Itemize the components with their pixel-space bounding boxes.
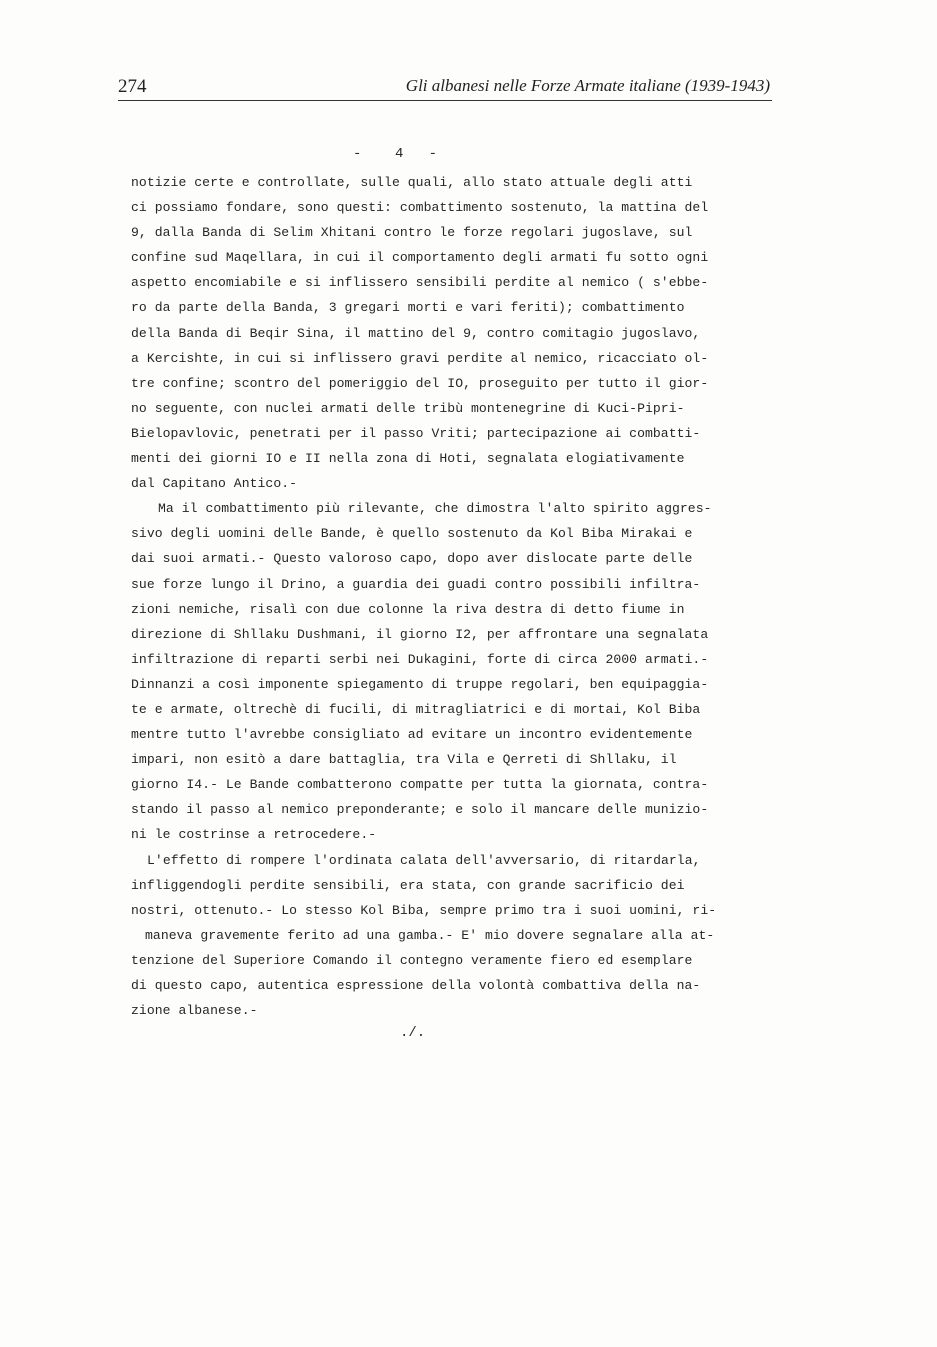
text-line: zioni nemiche, risalì con due colonne la riva destra di detto fiume in [131,601,685,617]
document-body [131,170,781,1023]
text-line: sivo degli uomini delle Bande, è quello sostenuto da Kol Biba Mirakai e [131,526,693,542]
page-number: 274 [118,76,147,97]
text-line: te e armate, oltrechè di fucili, di mitragliatrici e di mortai, Kol Biba [131,701,701,717]
text-line: mentre tutto l'avrebbe consigliato ad evitare un incontro evidentemente [131,727,693,743]
text-line: tenzione del Superiore Comando il contegno veramente fiero ed esemplare [131,952,693,968]
text-line: zione albanese.- [131,1003,258,1019]
text-line: notizie certe e controllate, sulle quali, allo stato attuale degli atti [131,175,693,190]
text-line: ni le costrinse a retrocedere.- [131,827,377,843]
paragraph-start-line: Ma il combattimento più rilevante, che dimostra l'alto spirito aggres- [158,501,712,517]
text-line: di questo capo, autentica espressione della volontà combattiva della na- [131,978,701,993]
text-line: infiltrazione di reparti serbi nei Dukagini, forte di circa 2000 armati.- [131,651,709,667]
text-line: impari, non esitò a dare battaglia, tra Vila e Qerreti di Shllaku, il [131,752,677,768]
text-line: ci possiamo fondare, sono questi: combattimento sostenuto, la mattina del [131,200,709,216]
text-line: dai suoi armati.- Questo valoroso capo, dopo aver dislocate parte delle [131,551,693,567]
text-line: infliggendogli perdite sensibili, era stata, con grande sacrificio dei [131,877,685,893]
text-line: Dinnanzi a così imponente spiegamento di truppe regolari, ben equipaggia- [131,676,709,692]
text-line: aspetto encomiabile e si inflissero sensibili perdite al nemico ( s'ebbe- [131,275,709,291]
text-line: nostri, ottenuto.- Lo stesso Kol Biba, sempre primo tra i suoi uomini, ri- [131,902,717,918]
text-line: sue forze lungo il Drino, a guardia dei guadi contro possibili infiltra- [131,576,701,592]
text-line: tre confine; scontro del pomeriggio del IO, proseguito per tutto il gior- [131,375,709,391]
text-line: stando il passo al nemico preponderante; e solo il mancare delle munizio- [131,802,709,818]
paragraph-start-line: L'effetto di rompere l'ordinata calata dell'avversario, di ritardarla, [147,852,701,868]
sheet-number: - 4 - [352,146,437,162]
text-line: ro da parte della Banda, 3 gregari morti e vari feriti); combattimento [131,300,685,316]
text-line: maneva gravemente ferito ad una gamba.- E' mio dovere segnalare alla at- [145,927,715,943]
text-line: confine sud Maqellara, in cui il comportamento degli armati fu sotto ogni [131,250,709,266]
text-line: 9, dalla Banda di Selim Xhitani contro le forze regolari jugoslave, sul [131,225,693,241]
text-line: dal Capitano Antico.- [131,476,298,492]
text-line: giorno I4.- Le Bande combatterono compatte per tutta la giornata, contra- [131,777,709,793]
running-header [118,74,772,101]
book-title: Gli albanesi nelle Forze Armate italiane (1939-1943) [405,76,770,95]
continuation-mark: ./. [400,1025,426,1041]
text-line: menti dei giorni IO e II nella zona di Hoti, segnalata elogiativamente [131,451,685,467]
text-line: Bielopavlovic, penetrati per il passo Vriti; partecipazione ai combatti- [131,425,701,441]
text-line: no seguente, con nuclei armati delle tribù montenegrine di Kuci-Pipri- [131,400,685,416]
text-line: direzione di Shllaku Dushmani, il giorno I2, per affrontare una segnalata [131,626,709,642]
text-line: a Kercishte, in cui si inflissero gravi perdite al nemico, ricacciato ol- [131,350,709,366]
text-line: della Banda di Beqir Sina, il mattino del 9, contro comitagio jugoslavo, [131,325,701,341]
